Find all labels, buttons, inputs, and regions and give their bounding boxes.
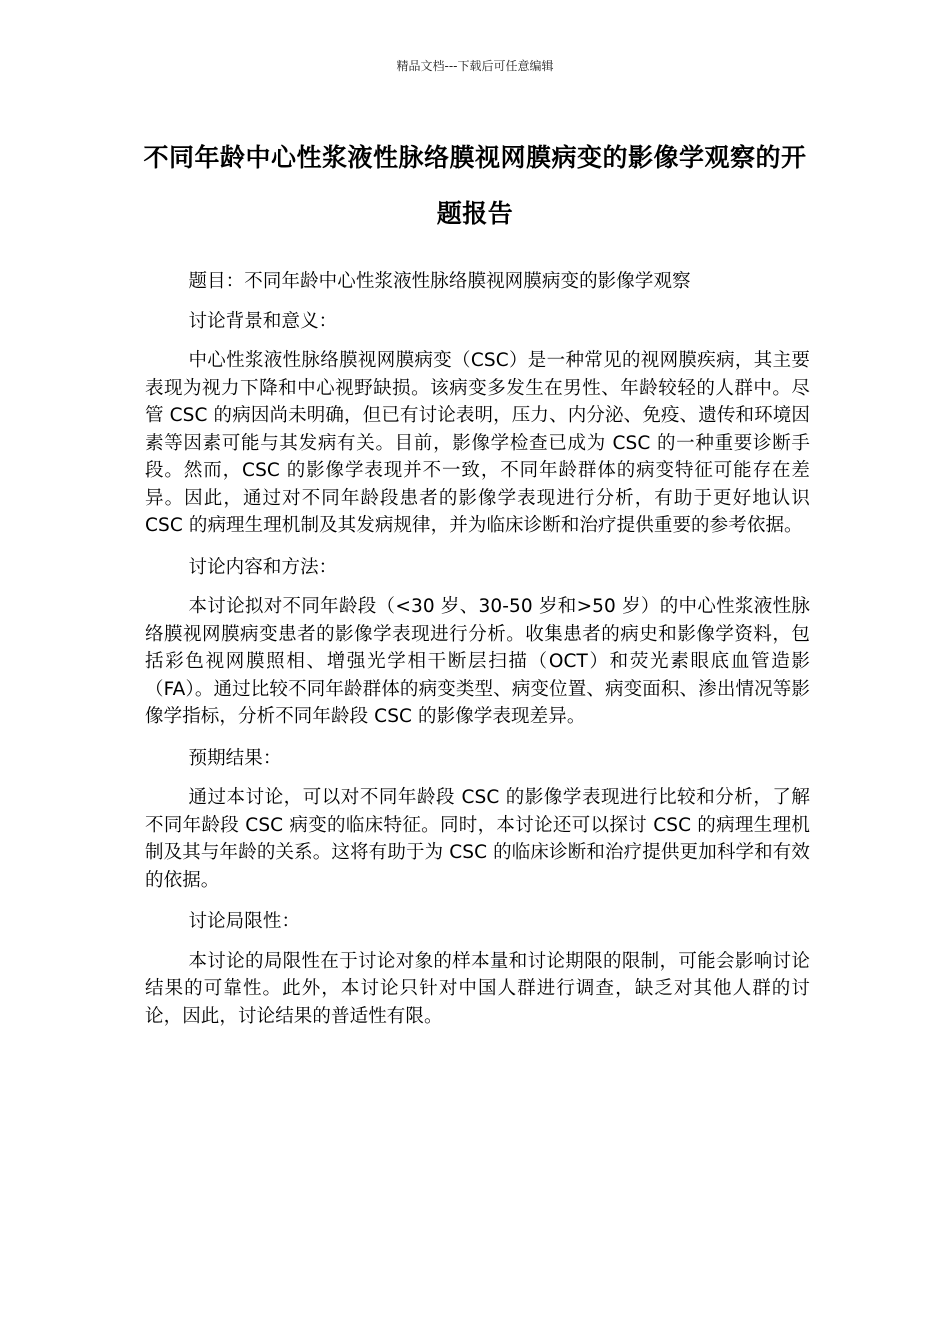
paragraph-limitations: 本讨论的局限性在于讨论对象的样本量和讨论期限的限制，可能会影响讨论结果的可靠性。此外，本讨论只针对中国人群进行调查，缺乏对其他人群的讨论，因此，讨论结果的普适性有限。 bbox=[145, 950, 810, 1027]
paragraph-background: 中心性浆液性脉络膜视网膜病变（CSC）是一种常见的视网膜疾病，其主要表现为视力下降和中心视野缺损。该病变多发生在男性、年龄较轻的人群中。尽管 CSC 的病因尚未明确，但已有讨论表明，压力、内分泌、免疫、遗传和环境因素等因素可能与其发病有关。目前，影像学检查已成为 CSC 的一种重要诊断手段。然而，CSC 的影像学表现并不一致，不同年龄群体的病变特征可能存在差异。因此，通过对不同年龄段患者的影像学表现进行分析，有助于更好地认识 CSC 的病理生理机制及其发病规律，并为临床诊断和治疗提供重要的参考依据。 bbox=[145, 350, 810, 536]
section-heading-limitations: 讨论局限性： bbox=[188, 911, 301, 932]
document-title: 不同年龄中心性浆液性脉络膜视网膜病变的影像学观察的开题报告 bbox=[143, 143, 807, 228]
section-heading-methods: 讨论内容和方法： bbox=[188, 556, 338, 578]
header-note: 精品文档---下载后可任意编辑 bbox=[396, 59, 554, 73]
section-heading-expected-results: 预期结果： bbox=[188, 747, 282, 769]
topic-line: 题目：不同年龄中心性浆液性脉络膜视网膜病变的影像学观察 bbox=[188, 271, 691, 292]
section-heading-background: 讨论背景和意义： bbox=[188, 310, 338, 332]
document-body bbox=[145, 268, 810, 1030]
paragraph-expected-results: 通过本讨论，可以对不同年龄段 CSC 的影像学表现进行比较和分析，了解不同年龄段 CSC 病变的临床特征。同时，本讨论还可以探讨 CSC 的病理生理机制及其与年龄的关系。这将有助于为 CSC 的临床诊断和治疗提供更加科学和有效的依据。 bbox=[145, 787, 810, 891]
paragraph-methods: 本讨论拟对不同年龄段（<30 岁、30-50 岁和>50 岁）的中心性浆液性脉络膜视网膜病变患者的影像学表现进行分析。收集患者的病史和影像学资料，包括彩色视网膜照相、增强光学相干断层扫描（OCT）和荧光素眼底血管造影（FA）。通过比较不同年龄群体的病变类型、病变位置、病变面积、渗出情况等影像学指标，分析不同年龄段 CSC 的影像学表现差异。 bbox=[145, 596, 810, 727]
